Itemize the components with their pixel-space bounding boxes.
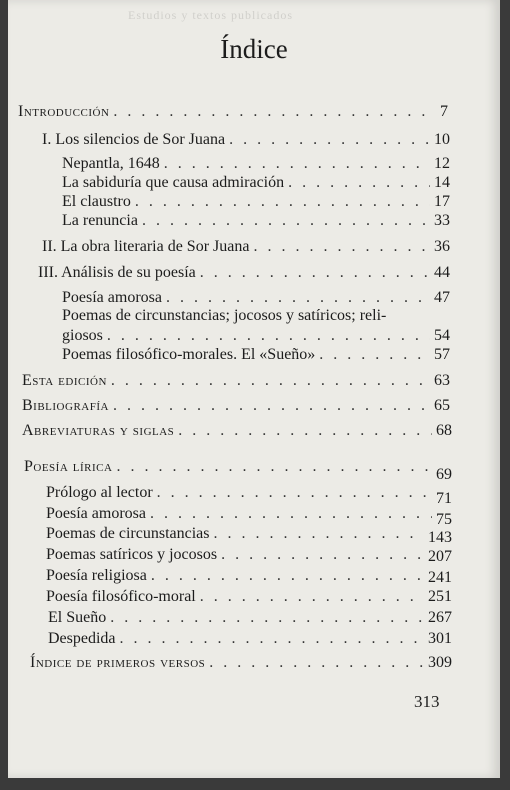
toc-entry-label: El claustro bbox=[62, 193, 131, 210]
toc-entry-filosofico-moral bbox=[46, 588, 452, 606]
toc-entry-page: 17 bbox=[434, 193, 450, 210]
toc-entry-page: 68 bbox=[436, 422, 452, 439]
leader-dots bbox=[229, 131, 430, 149]
leader-dots bbox=[319, 346, 430, 364]
toc-entry-label: III. Análisis de su poesía bbox=[38, 264, 196, 281]
leader-dots bbox=[221, 546, 424, 564]
toc-entry-page: 301 bbox=[428, 630, 452, 647]
toc-entry-page: 12 bbox=[434, 155, 450, 172]
toc-entry-label: Poesía religiosa bbox=[46, 567, 147, 584]
leader-dots bbox=[111, 372, 430, 390]
toc-entry-page: 7 bbox=[440, 103, 448, 120]
toc-entry-page: 71 bbox=[436, 490, 452, 507]
toc-entry-page: 75 bbox=[436, 511, 452, 528]
toc-entry-page: 69 bbox=[436, 466, 452, 483]
leader-dots bbox=[151, 567, 424, 585]
toc-entry-label: Despedida bbox=[48, 630, 116, 647]
toc-entry-page: 57 bbox=[434, 346, 450, 363]
toc-entry-poesia-lirica bbox=[24, 458, 452, 483]
toc-entry-religiosa bbox=[46, 567, 452, 585]
toc-entry-label: Poemas satíricos y jocosos bbox=[46, 546, 218, 563]
toc-entry-label: El Sueño bbox=[48, 609, 107, 626]
leader-dots bbox=[200, 588, 424, 606]
toc-entry-prologo bbox=[46, 484, 452, 507]
toc-entry-label: I. Los silencios de Sor Juana bbox=[42, 131, 226, 148]
toc-entry-label: Prólogo al lector bbox=[46, 484, 153, 501]
toc-entry-label: Abreviaturas y siglas bbox=[22, 422, 175, 439]
toc-entry-page: 143 bbox=[428, 529, 452, 546]
leader-dots bbox=[253, 238, 430, 256]
toc-entry-page: 65 bbox=[434, 397, 450, 414]
toc-entry-analisis bbox=[38, 264, 450, 282]
toc-entry-label: Nepantla, 1648 bbox=[62, 155, 160, 172]
toc-entry-nepantla bbox=[62, 155, 450, 173]
toc-entry-renuncia bbox=[62, 212, 450, 230]
toc-entry-label: Poesía lírica bbox=[24, 458, 113, 475]
book-page bbox=[8, 0, 500, 778]
toc-entry-label: La renuncia bbox=[62, 212, 138, 229]
bleed-through-text: Estudios y textos publicados bbox=[128, 8, 293, 22]
toc-entry-abreviaturas bbox=[22, 422, 452, 440]
leader-dots bbox=[288, 174, 430, 192]
toc-entry-silencios bbox=[42, 131, 450, 149]
page-number: 313 bbox=[414, 692, 440, 711]
toc-entry-label: giosos bbox=[62, 327, 103, 344]
toc-entry-circunstancias-line2 bbox=[62, 327, 450, 345]
toc-entry-page: 10 bbox=[434, 131, 450, 148]
toc-entry-page: 47 bbox=[434, 289, 450, 306]
toc-entry-label: La sabiduría que causa admiración bbox=[62, 174, 285, 191]
leader-dots bbox=[110, 609, 424, 627]
toc-entry-label: Esta edición bbox=[22, 372, 107, 389]
toc-entry-label: Índice de primeros versos bbox=[30, 654, 206, 671]
toc-entry-page: 207 bbox=[428, 548, 452, 565]
toc-entry-label: Poesía amorosa bbox=[62, 289, 162, 306]
toc-entry-page: 33 bbox=[434, 212, 450, 229]
toc-entry-label: Introducción bbox=[18, 103, 110, 120]
leader-dots bbox=[150, 505, 432, 523]
leader-dots bbox=[135, 193, 430, 211]
toc-entry-page: 251 bbox=[428, 588, 452, 605]
toc-entry-page: 267 bbox=[428, 609, 452, 626]
toc-entry-label: II. La obra literaria de Sor Juana bbox=[42, 238, 250, 255]
toc-entry-page: 54 bbox=[434, 327, 450, 344]
leader-dots bbox=[157, 484, 432, 502]
toc-entry-page: 309 bbox=[428, 654, 452, 671]
toc-entry-label: Poesía filosófico-moral bbox=[46, 588, 196, 605]
toc-entry-page: 241 bbox=[428, 569, 452, 586]
leader-dots bbox=[209, 654, 424, 672]
leader-dots bbox=[107, 327, 430, 345]
toc-entry-page: 63 bbox=[434, 372, 450, 389]
toc-entry-introduccion bbox=[18, 103, 448, 121]
leader-dots bbox=[178, 422, 432, 440]
leader-dots bbox=[113, 103, 436, 121]
toc-entry-poesia-amorosa-analisis bbox=[62, 289, 450, 307]
toc-entry-page: 44 bbox=[434, 264, 450, 281]
toc-entry-poesia-amorosa bbox=[46, 505, 452, 528]
toc-entry-label: Poesía amorosa bbox=[46, 505, 146, 522]
toc-entry-despedida bbox=[48, 630, 452, 648]
toc-entry-indice-primeros-versos bbox=[30, 654, 452, 672]
leader-dots bbox=[120, 630, 424, 648]
toc-entry-label: Poemas filosófico-morales. El «Sueño» bbox=[62, 346, 316, 363]
toc-entry-page: 36 bbox=[434, 238, 450, 255]
toc-entry-satiricos bbox=[46, 546, 452, 564]
toc-entry-obra-literaria bbox=[42, 238, 450, 256]
toc-entry-circunstancias-line1: Poemas de circunstancias; jocosos y satíricos; reli- bbox=[62, 307, 387, 324]
leader-dots bbox=[166, 289, 430, 307]
toc-entry-claustro bbox=[62, 193, 450, 211]
toc-entry-esta-edicion bbox=[22, 372, 450, 390]
toc-entry-label: Bibliografía bbox=[22, 397, 109, 414]
leader-dots bbox=[164, 155, 430, 173]
toc-entry-bibliografia bbox=[22, 397, 450, 415]
leader-dots bbox=[200, 264, 430, 282]
toc-entry-sabiduria bbox=[62, 174, 450, 192]
leader-dots bbox=[214, 525, 425, 543]
toc-entry-label: Poemas de circunstancias bbox=[46, 525, 210, 542]
leader-dots bbox=[113, 397, 430, 415]
toc-entry-poemas-circunstancias bbox=[46, 525, 452, 546]
toc-entry-filosofico-morales bbox=[62, 346, 450, 364]
toc-entry-sueno bbox=[48, 609, 452, 627]
toc-entry-page: 14 bbox=[434, 174, 450, 191]
page-title: Índice bbox=[220, 34, 288, 64]
leader-dots bbox=[142, 212, 430, 230]
leader-dots bbox=[116, 458, 432, 476]
